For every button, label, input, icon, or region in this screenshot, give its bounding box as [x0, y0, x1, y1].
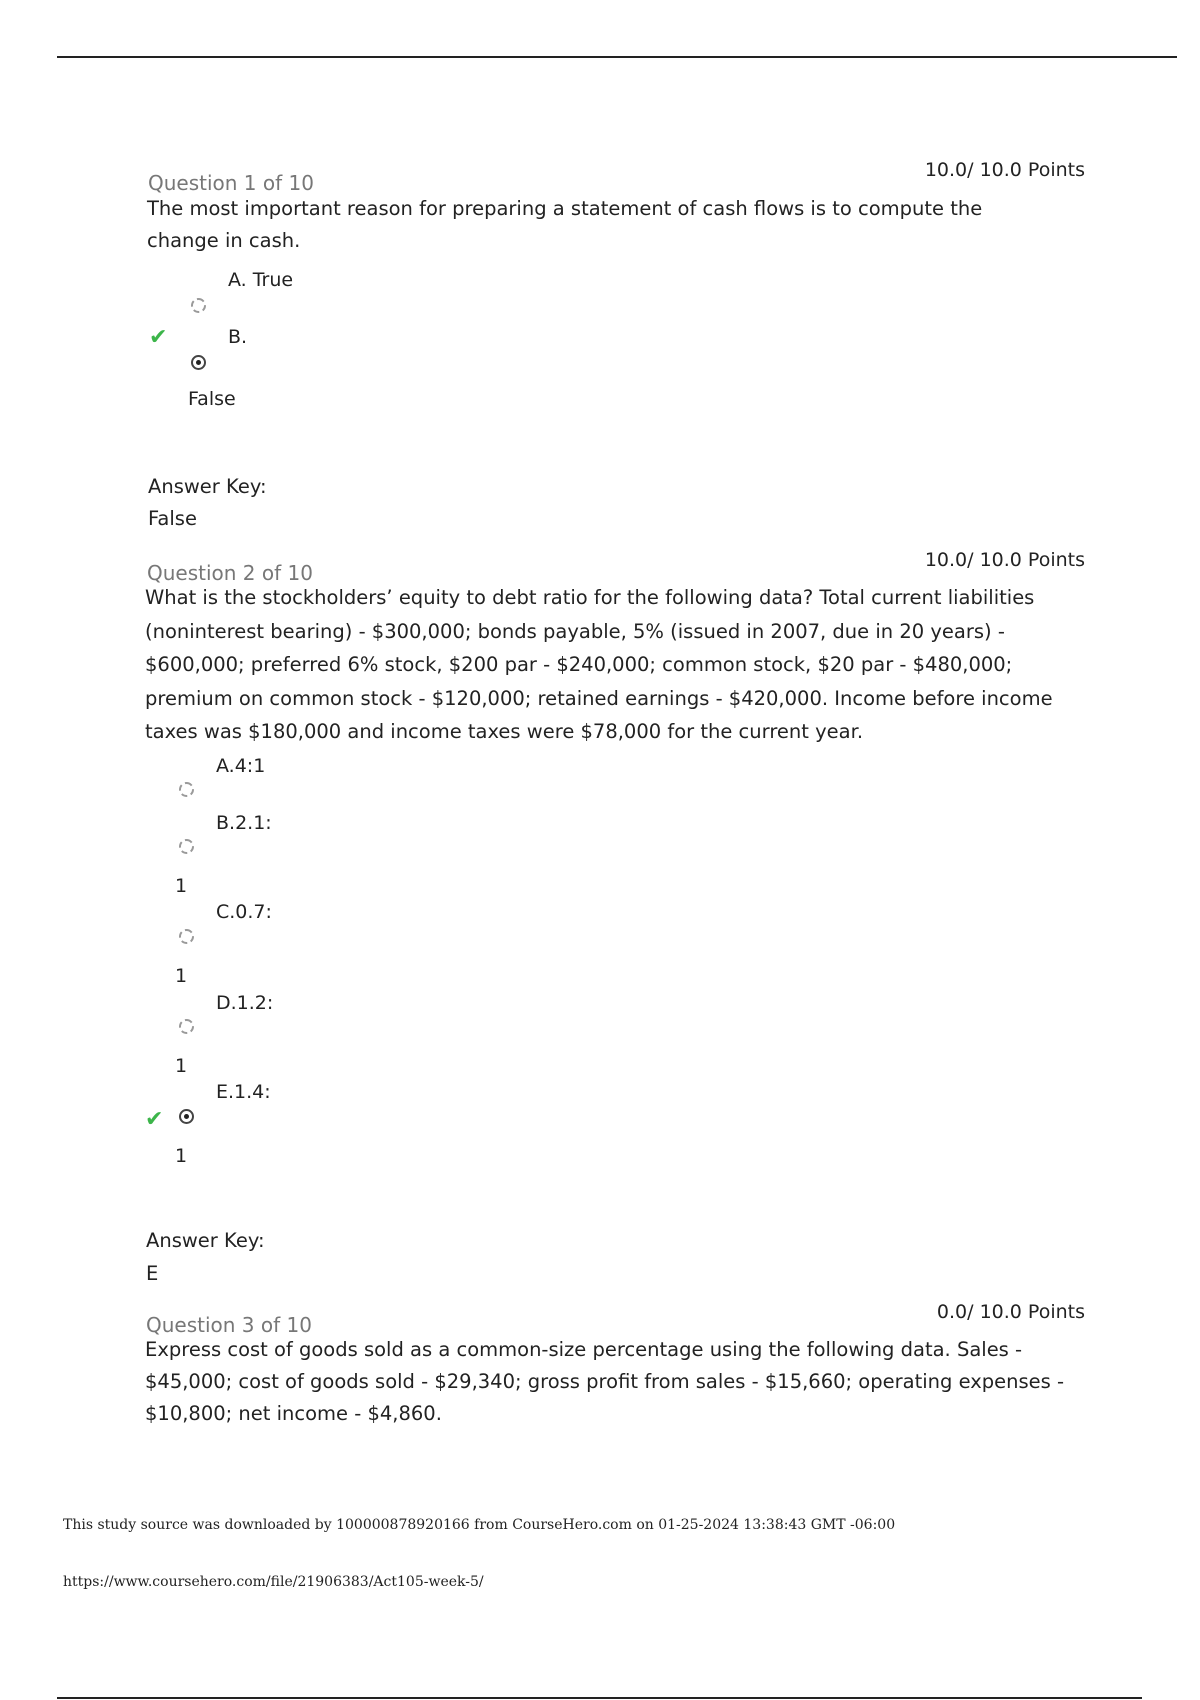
option-b-continuation: 1: [175, 875, 188, 897]
option-a-label: A.4:1: [216, 755, 266, 777]
question-points: 10.0/ 10.0 Points: [924, 159, 1085, 181]
top-rule: [57, 56, 1177, 58]
answer-key-label: Answer Key:: [148, 475, 267, 498]
option-e-continuation: 1: [175, 1145, 188, 1167]
option-b-label: B.2.1:: [216, 812, 272, 834]
correct-check-icon: ✔: [145, 1107, 164, 1132]
question-number: Question 1 of 10: [148, 171, 314, 195]
answer-key-label: Answer Key:: [146, 1229, 265, 1252]
question-prompt: The most important reason for preparing a statement of cash flows is to compute the change in cash.: [147, 197, 983, 252]
download-source-line: This study source was downloaded by 100000878920166 from CourseHero.com on 01-25-2024 13:38:43 GMT -06:00: [63, 1517, 896, 1533]
question-prompt: Express cost of goods sold as a common-size percentage using the following data. Sales - $45,000; cost of goods sold - $29,340; gross profit from sales - $15,660; operating expenses - $10,800; net income - $4,860.: [145, 1338, 1065, 1425]
option-c-radio[interactable]: [179, 929, 194, 944]
option-d-continuation: 1: [175, 1055, 188, 1077]
option-c-label: C.0.7:: [216, 901, 272, 923]
option-b-continuation: False: [188, 388, 236, 410]
option-a-label: A. True: [228, 269, 294, 291]
question-number: Question 3 of 10: [146, 1313, 312, 1337]
option-e-radio[interactable]: [179, 1109, 194, 1124]
question-points: 10.0/ 10.0 Points: [924, 549, 1085, 571]
option-a-radio[interactable]: [191, 298, 206, 313]
answer-key-value: E: [146, 1262, 159, 1285]
bottom-rule: [57, 1697, 1142, 1699]
correct-check-icon: ✔: [149, 325, 168, 350]
option-b-label: B.: [228, 326, 248, 348]
option-b-radio[interactable]: [191, 355, 206, 370]
option-c-continuation: 1: [175, 965, 188, 987]
source-url: https://www.coursehero.com/file/21906383/Act105-week-5/: [63, 1574, 484, 1590]
answer-key-value: False: [148, 507, 197, 530]
question-prompt: What is the stockholders’ equity to debt ratio for the following data? Total current liabilities (noninterest bearing) - $300,000; bonds payable, 5% (issued in 2007, due in 20 years) - $600,000; preferred 6% stock, $200 par - $240,000; common stock, $20 par - $480,000; premium on common stock - $120,000; retained earnings - $420,000. Income before income taxes was $180,000 and income taxes were $78,000 for the current year.: [145, 586, 1053, 743]
option-d-label: D.1.2:: [216, 992, 274, 1014]
question-points: 0.0/ 10.0 Points: [936, 1301, 1085, 1323]
question-number: Question 2 of 10: [147, 561, 313, 585]
option-b-radio[interactable]: [179, 839, 194, 854]
option-d-radio[interactable]: [179, 1019, 194, 1034]
option-e-label: E.1.4:: [216, 1081, 271, 1103]
option-a-radio[interactable]: [179, 782, 194, 797]
